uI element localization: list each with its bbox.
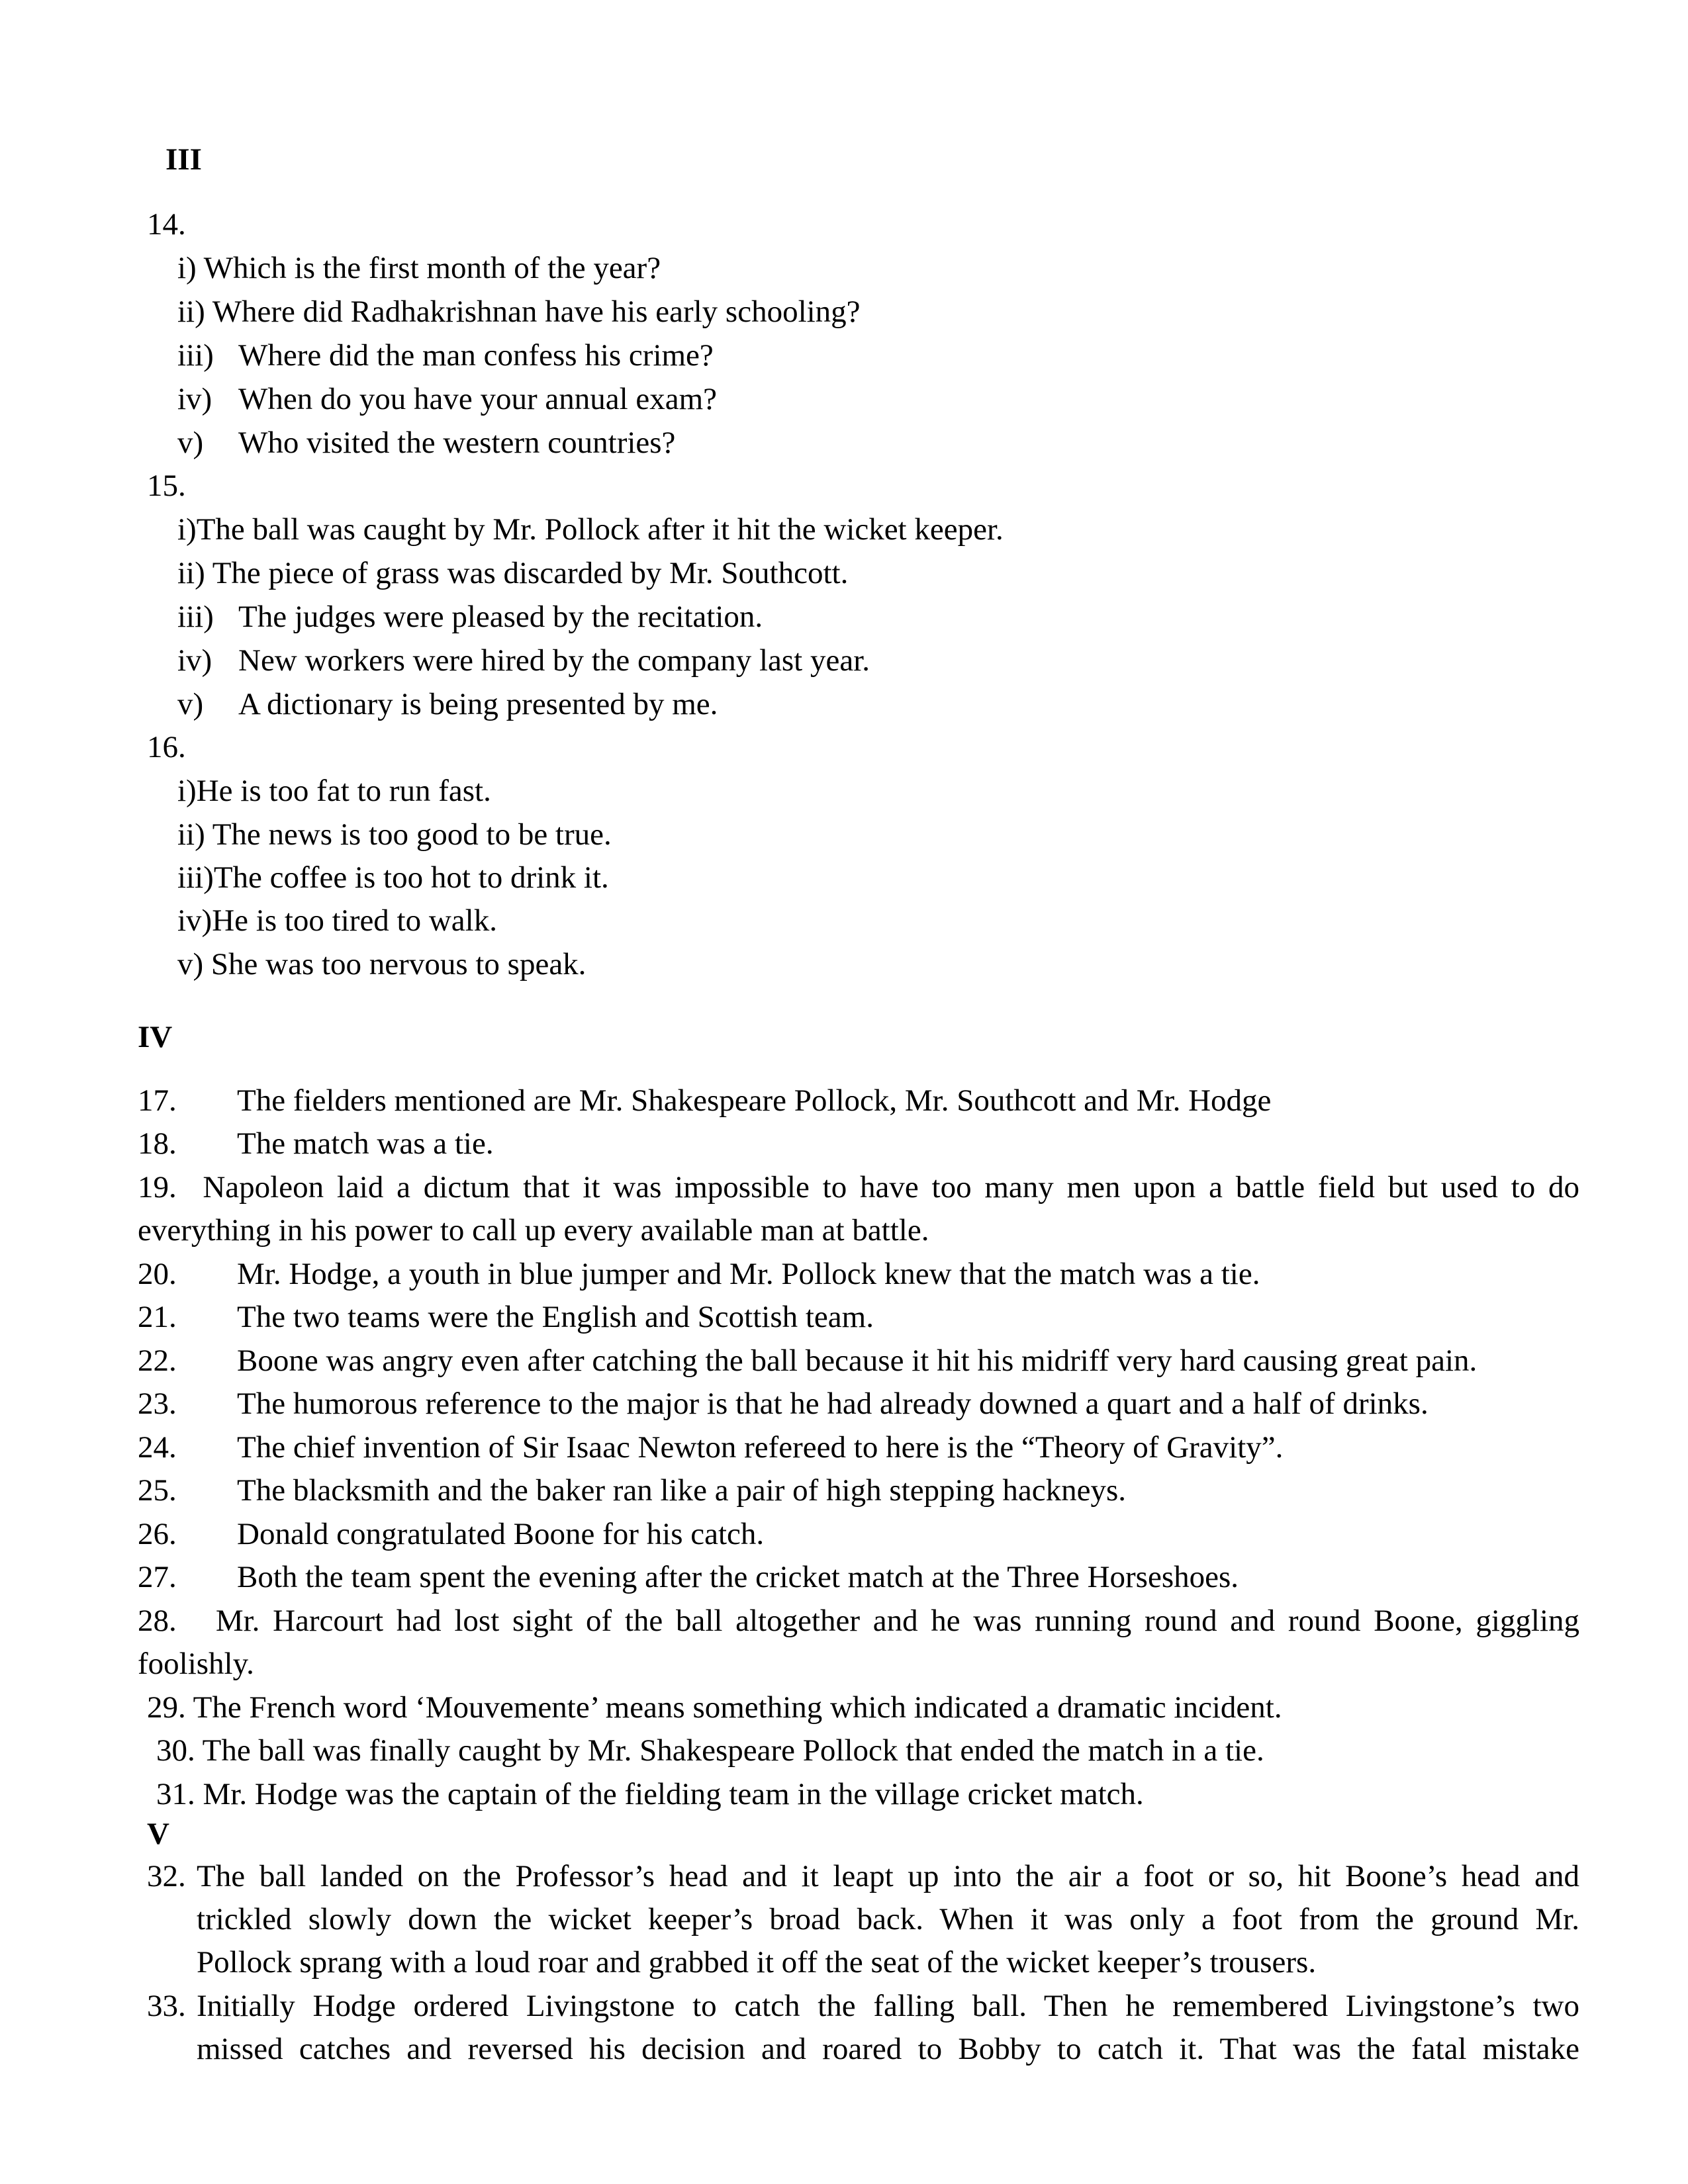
list-item (138, 1602, 1579, 1640)
list-item (138, 1081, 1271, 1120)
item-number: 22. (138, 1343, 177, 1378)
item-number: iii) (177, 338, 214, 373)
list-item (138, 1558, 1239, 1596)
list-item (177, 945, 586, 983)
item-text-line: Initially Hodge ordered Livingstone to catch the falling ball. Then he remembered Livingstone’s two (197, 1989, 1579, 2023)
item-number: 25. (138, 1473, 177, 1508)
item-text: The ball was finally caught by Mr. Shakespeare Pollock that ended the match in a tie. (202, 1733, 1264, 1768)
item-text-line: trickled slowly down the wicket keeper’s broad back. When it was only a foot from the ground Mr. (197, 1902, 1579, 1936)
item-text: He is too tired to walk. (212, 903, 497, 938)
item-number: 23. (138, 1387, 177, 1421)
item-number: 31. (156, 1777, 195, 1811)
item-number: 17. (138, 1083, 177, 1118)
item-text-line: The ball landed on the Professor’s head and it leapt up into the air a foot or so, hit Boone’s head and (197, 1859, 1579, 1893)
list-item (177, 336, 714, 375)
item-number: 18. (138, 1126, 177, 1161)
item-continuation: everything in his power to call up every available man at battle. (138, 1213, 929, 1248)
list-item (138, 1342, 1477, 1380)
item-number: 27. (138, 1560, 177, 1594)
item-text: Donald congratulated Boone for his catch. (237, 1517, 765, 1551)
list-item (138, 1168, 1579, 1206)
item-text: The news is too good to be true. (212, 817, 612, 852)
item-text: Mr. Hodge, a youth in blue jumper and Mr. Pollock knew that the match was a tie. (237, 1257, 1260, 1291)
item-number: v) (177, 947, 204, 981)
item-number: 33. (147, 1989, 186, 2023)
item-text: The judges were pleased by the recitation. (238, 600, 763, 634)
item-text: She was too nervous to speak. (211, 947, 586, 981)
list-item (177, 293, 861, 331)
list-item (177, 424, 675, 462)
list-item (156, 1775, 1144, 1813)
item-text: Boone was angry even after catching the ball because it hit his midriff very hard causing great pain. (237, 1343, 1477, 1378)
list-item (138, 1471, 1126, 1510)
item-text: Mr. Harcourt had lost sight of the ball altogether and he was running round and round Boone, giggling (215, 1604, 1580, 1638)
list-item (138, 1124, 494, 1163)
list-item (177, 641, 870, 680)
list-item (177, 901, 497, 940)
item-number: ii) (177, 817, 205, 852)
item-text: He is too fat to run fast. (196, 774, 491, 808)
item-text: Who visited the western countries? (238, 426, 676, 460)
list-item (177, 598, 763, 636)
list-item (138, 1515, 764, 1553)
item-text: The fielders mentioned are Mr. Shakespeare Pollock, Mr. Southcott and Mr. Hodge (237, 1083, 1272, 1118)
section-heading-IV: IV (138, 1020, 173, 1054)
list-item (156, 1731, 1264, 1770)
item-text: New workers were hired by the company last year. (238, 643, 870, 678)
item-text: The chief invention of Sir Isaac Newton refereed to here is the “Theory of Gravity”. (237, 1430, 1284, 1465)
item-continuation: foolishly. (138, 1647, 254, 1681)
list-item (177, 815, 612, 854)
item-text: The ball was caught by Mr. Pollock after it hit the wicket keeper. (196, 512, 1004, 547)
list-item (138, 1298, 874, 1336)
list-item (177, 380, 717, 418)
item-number: i) (177, 512, 197, 547)
item-text-line: Pollock sprang with a loud roar and grabbed it off the seat of the wicket keeper’s trousers. (197, 1945, 1317, 1979)
item-text: Napoleon laid a dictum that it was impossible to have too many men upon a battle field but used to do (203, 1170, 1579, 1205)
item-number: i) (177, 774, 197, 808)
item-number: iii) (177, 600, 214, 634)
item-text: Mr. Hodge was the captain of the fielding team in the village cricket match. (203, 1777, 1144, 1811)
list-item (177, 249, 661, 287)
item-text: The blacksmith and the baker ran like a pair of high stepping hackneys. (237, 1473, 1126, 1508)
section-heading-V: V (147, 1817, 169, 1851)
list-item (138, 1428, 1283, 1467)
list-item (177, 510, 1004, 549)
item-number: 19. (138, 1170, 177, 1205)
item-text: A dictionary is being presented by me. (238, 687, 718, 721)
item-number: iv) (177, 903, 212, 938)
item-number: iii) (177, 860, 214, 895)
item-text: Both the team spent the evening after the cricket match at the Three Horseshoes. (237, 1560, 1239, 1594)
item-number: v) (177, 426, 204, 460)
item-text: Where did the man confess his crime? (238, 338, 714, 373)
question-number-14: 14. (147, 207, 186, 242)
item-text: When do you have your annual exam? (238, 382, 718, 416)
item-number: ii) (177, 556, 205, 590)
item-text: The match was a tie. (237, 1126, 494, 1161)
item-number: 24. (138, 1430, 177, 1465)
item-number: 32. (147, 1859, 186, 1893)
item-number: iv) (177, 643, 212, 678)
item-text: The coffee is too hot to drink it. (213, 860, 609, 895)
list-item (138, 1385, 1429, 1423)
item-number: 28. (138, 1604, 177, 1638)
list-item (147, 1688, 1282, 1727)
item-number: 20. (138, 1257, 177, 1291)
list-item (177, 554, 848, 592)
item-text: Which is the first month of the year? (203, 251, 661, 285)
item-text: The French word ‘Mouvemente’ means something which indicated a dramatic incident. (193, 1690, 1282, 1725)
item-number: i) (177, 251, 197, 285)
question-number-16: 16. (147, 730, 186, 764)
list-item (138, 1255, 1260, 1293)
section-heading-III: III (165, 142, 202, 177)
item-number: iv) (177, 382, 212, 416)
item-number: v) (177, 687, 204, 721)
item-number: 21. (138, 1300, 177, 1334)
item-text: The piece of grass was discarded by Mr. Southcott. (212, 556, 849, 590)
question-number-15: 15. (147, 469, 186, 503)
item-number: 29. (147, 1690, 186, 1725)
item-number: ii) (177, 295, 205, 329)
list-item (177, 685, 718, 723)
list-item (177, 772, 491, 810)
item-text-line: missed catches and reversed his decision and roared to Bobby to catch it. That was the fatal mistake (197, 2032, 1579, 2066)
list-item (177, 858, 609, 897)
item-number: 30. (156, 1733, 195, 1768)
item-number: 26. (138, 1517, 177, 1551)
item-text: The humorous reference to the major is that he had already downed a quart and a half of drinks. (237, 1387, 1429, 1421)
item-text: The two teams were the English and Scottish team. (237, 1300, 874, 1334)
item-text: Where did Radhakrishnan have his early schooling? (212, 295, 861, 329)
